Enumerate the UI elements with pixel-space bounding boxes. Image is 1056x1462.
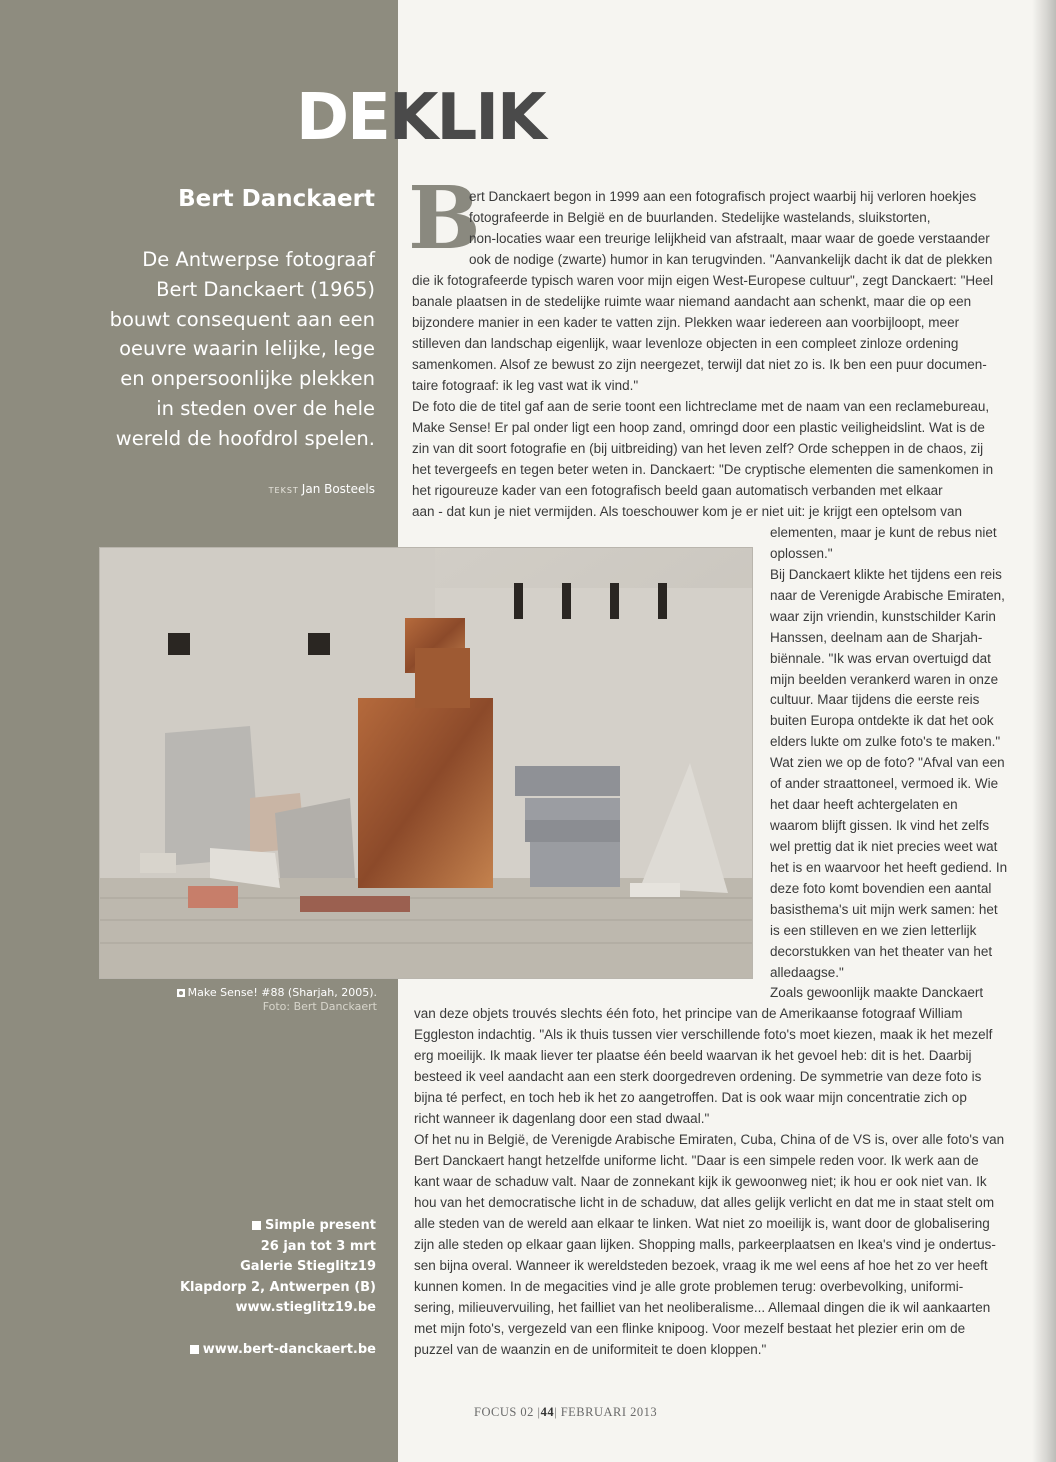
body-line: naar de Verenigde Arabische Emiraten, [770, 587, 1005, 603]
exhibition-dates: 26 jan tot 3 mrt [260, 1238, 376, 1254]
body-line: Eggleston indachtig. "Als ik thuis tussen vier verschillende foto's moet kiezen, maak ik het mezelf [414, 1027, 993, 1042]
footer-page-number: 44 [540, 1405, 555, 1419]
body-line: richt wanneer ik dagenlang door een stad dwaal." [414, 1111, 710, 1126]
body-line: Wat zien we op de foto? "Afval van een [770, 755, 1005, 771]
page-footer: FOCUS 02 |44| FEBRUARI 2013 [474, 1405, 658, 1419]
page-edge-shadow [1032, 0, 1056, 1462]
drop-cap: B [408, 168, 481, 269]
body-line: hou van het democratische licht in de schaduw, dat alles gelijk verlicht en dat me in staat stelt om [414, 1195, 995, 1210]
body-line: mijn beelden verankerd waren in onze [770, 671, 999, 687]
body-line: kant waar de schaduw valt. Naar de zonnekant kijk ik gewoonweg niet; ik hou er ook niet van. Ik [414, 1174, 987, 1189]
section-title-part1: DE [296, 81, 389, 155]
body-line: decorstukken van het theater van het [770, 943, 993, 959]
body-line: biënnale. "Ik was ervan overtuigd dat [770, 650, 991, 666]
body-line: non-locaties waar een treurige lelijkheid van afstraalt, maar waar de goede verstaander [469, 231, 990, 246]
body-line: stilleven dan landschap eigenlijk, waar levenloze objecten in een compleet zinloze ordening [412, 336, 959, 351]
body-line: zijn alle steden op elkaar gaan lijken. Shopping malls, parkeerplaatsen en Ikea's vind je ondertus- [414, 1237, 996, 1252]
section-title-part2: KLIK [388, 81, 545, 155]
body-line: Make Sense! Er pal onder ligt een hoop zand, omringd door een plastic veiligheidslint. Wat is de [412, 420, 985, 435]
body-line: waarom blijft gissen. Ik vind het zelfs [770, 818, 990, 834]
body-line: De foto die de titel gaf aan de serie toont een lichtreclame met de naam van een reclamebureau, [412, 399, 990, 414]
exhibition-info [150, 1216, 376, 1319]
photo-illustration [100, 548, 752, 978]
website-text: www.bert-danckaert.be [202, 1342, 376, 1357]
body-line: taire fotograaf: ik leg vast wat ik vind." [412, 378, 639, 393]
bullet-square-icon [190, 1345, 199, 1354]
body-line: Bij Danckaert klikte het tijdens een reis [770, 566, 1002, 582]
intro-line: en onpersoonlijke plekken [120, 367, 375, 391]
body-line: besteed ik veel aandacht aan een sterk doorgedreven ordening. De symmetrie van deze foto is [414, 1069, 982, 1084]
exhibition-address: Klapdorp 2, Antwerpen (B) [179, 1279, 376, 1295]
body-line: banale plaatsen in de stedelijke ruimte waar niemand aandacht aan schenkt, maar die op een [412, 294, 972, 309]
body-line: met mijn foto's, vergezeld van een flinke knipoog. Voor mezelf bestaat het plezier erin om de [414, 1321, 966, 1336]
section-title [296, 81, 545, 155]
body-line: ert Danckaert begon in 1999 aan een fotografisch project waarbij hij verloren hoekjes [469, 189, 977, 204]
body-line: basisthema's uit mijn werk samen: het [770, 901, 998, 917]
intro-text [70, 245, 375, 454]
byline-name: Jan Bosteels [301, 482, 375, 496]
body-line: het rigoureuze kader van een fotografisch beeld gaan automatisch verbanden met elkaar [412, 483, 943, 498]
body-line: puzzel van de waanzin en de uniformiteit te doen kloppen." [414, 1342, 767, 1357]
body-line: kunnen komen. In de megacities vind je alle grote problemen terug: overbevolking, uniformi- [414, 1279, 964, 1294]
body-line: fotografeerde in België en de buurlanden. Stedelijke wastelands, sluikstorten, [469, 210, 931, 225]
body-line: sen bijna overal. Wanneer ik wereldsteden bezoek, vraag ik me wel eens af hoe het zo ver heeft [414, 1258, 988, 1273]
body-line: wel prettig dat ik niet precies weet wat [770, 838, 998, 854]
body-line: is een stilleven en we zien letterlijk [770, 922, 977, 938]
body-line: sering, milieuvervuiling, het failliet van het neoliberalisme... Allemaal dingen die ik wil aankaarten [414, 1300, 991, 1315]
body-line: elementen, maar je kunt de rebus niet [770, 525, 997, 540]
article-photo [99, 547, 753, 979]
intro-line: bouwt consequent aan een [109, 307, 375, 331]
footer-magazine: FOCUS 02 [474, 1405, 534, 1419]
body-line: samenkomen. Alsof ze bewust zo zijn neergezet, terwijl dat niet zo is. Ik ben een puur documen- [412, 357, 987, 372]
body-line: elders lukte om zulke foto's te maken." [770, 734, 1001, 750]
camera-icon [177, 989, 185, 997]
body-line: deze foto komt bovendien een aantal [770, 880, 992, 896]
body-line: zin van dit soort fotografie en (bij uitbreiding) van het leven zelf? Orde scheppen in de chaos, zij [412, 441, 984, 456]
bullet-square-icon [252, 1221, 261, 1230]
exhibition-venue: Galerie Stieglitz19 [240, 1259, 376, 1274]
body-line: erg moeilijk. Ik maak liever ter plaatse één beeld waarvan ik het gevoel heb: dit is het. Daarbij [414, 1048, 972, 1063]
body-line: bijzondere manier in een kader te vatten zijn. Plekken waar iedereen aan voorbijloopt, meer [412, 315, 960, 330]
caption-text: Make Sense! #88 (Sharjah, 2005). [187, 986, 377, 999]
body-line: Of het nu in België, de Verenigde Arabische Emiraten, Cuba, China of de VS is, over alle foto's van [414, 1132, 1005, 1147]
body-line: van deze objets trouvés slechts één foto, het principe van de Amerikaanse fotograaf William [414, 1006, 963, 1021]
body-line: die ik fotografeerde typisch waren voor mijn eigen West-Europese cultuur", zegt Danckaert: "Heel [412, 273, 994, 288]
body-line: het tevergeefs en tegen beter weten in. Danckaert: "De cryptische elementen die samenkomen in [412, 462, 994, 477]
intro-line: De Antwerpse fotograaf [142, 248, 375, 271]
body-line: waar zijn vriendin, kunstschilder Karin [770, 608, 996, 624]
body-line: of ander straattoneel, vermoed ik. Wie [770, 776, 999, 792]
photo-credit: Foto: Bert Danckaert [262, 1000, 377, 1013]
exhibition-url[interactable]: www.stieglitz19.be [235, 1300, 376, 1315]
website-link[interactable] [150, 1342, 376, 1357]
body-line: ook de nodige (zwarte) humor in kan terugvinden. "Aanvankelijk dacht ik dat de plekken [469, 252, 993, 267]
body-line: oplossen." [770, 545, 833, 561]
footer-issue: FEBRUARI 2013 [560, 1405, 658, 1419]
body-line: Zoals gewoonlijk maakte Danckaert [770, 985, 984, 1001]
byline [150, 482, 375, 496]
body-line: aan - dat kun je niet vermijden. Als toeschouwer kom je er niet uit: je krijgt een optelsom van [412, 504, 963, 519]
exhibition-title: Simple present [264, 1218, 376, 1233]
author-name: Bert Danckaert [178, 186, 375, 212]
byline-label: TEKST [268, 486, 299, 495]
intro-line: wereld de hoofdrol spelen. [115, 426, 375, 450]
body-line: cultuur. Maar tijdens die eerste reis [770, 692, 980, 708]
body-line: het is en waarvoor het heeft gediend. In [770, 859, 1008, 875]
body-line: Hanssen, deelnam aan de Sharjah- [770, 629, 983, 645]
intro-line: in steden over de hele [156, 396, 375, 420]
body-line: Bert Danckaert hangt hetzelfde uniforme licht. "Daar is een simpele reden voor. Ik werk aan de [414, 1153, 979, 1168]
intro-line: Bert Danckaert (1965) [156, 277, 375, 301]
body-line: alledaagse." [770, 964, 844, 980]
body-line: bijna té perfect, en toch heb ik het zo aangetroffen. Dat is ook waar mijn concentratie zich op [414, 1090, 967, 1105]
intro-line: oeuvre waarin lelijke, lege [119, 337, 375, 361]
body-line: alle steden van de wereld aan elkaar te linken. Wat niet zo moeilijk is, want door de globalisering [414, 1216, 990, 1231]
photo-caption [150, 986, 377, 1014]
body-line: buiten Europa ontdekte ik dat het ook [770, 713, 994, 729]
body-line: het daar heeft achtergelaten en [770, 797, 958, 813]
